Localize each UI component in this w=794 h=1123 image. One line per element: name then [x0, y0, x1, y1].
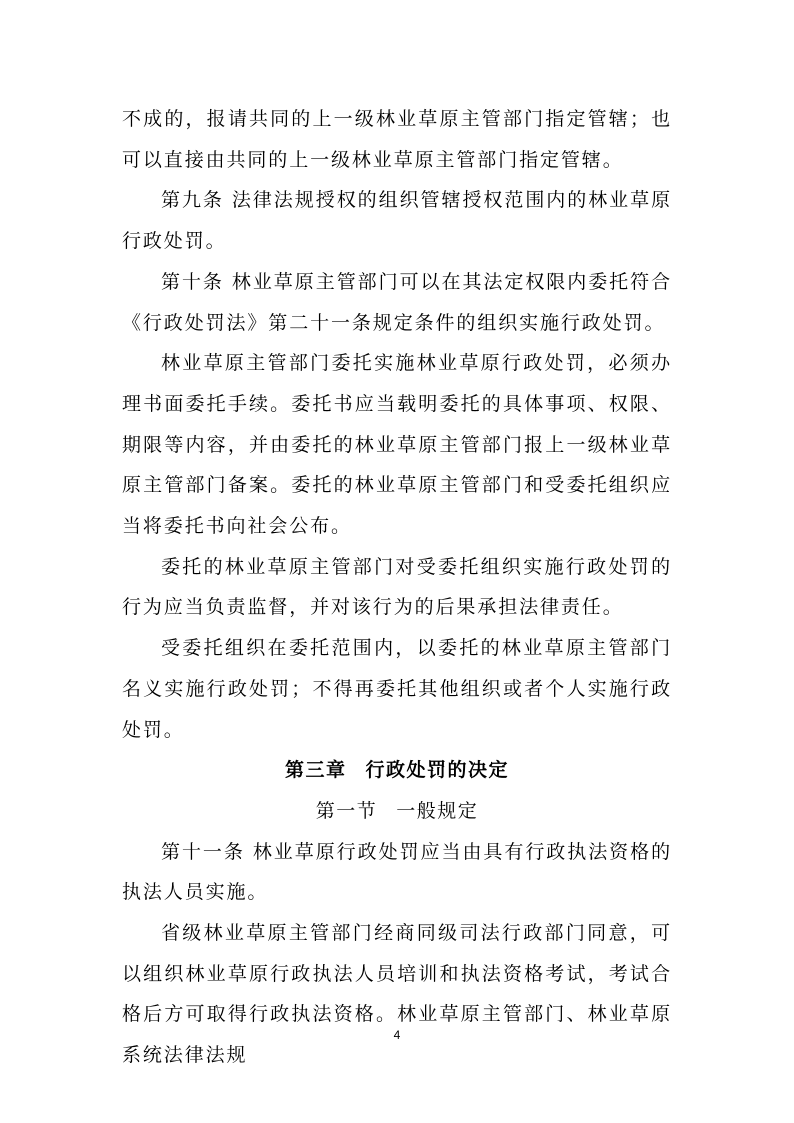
- section-title: 一般规定: [396, 799, 479, 822]
- chapter-heading: [122, 750, 672, 791]
- article-paragraph: [122, 262, 672, 343]
- paragraphs-before-chapter: [122, 99, 672, 750]
- chapter-number: 第三章: [284, 759, 347, 782]
- page-number: 4: [393, 1028, 401, 1042]
- article-number: 第十一条: [161, 840, 245, 863]
- article-number: 第九条: [161, 189, 224, 212]
- body-paragraph: [122, 547, 672, 628]
- body-paragraph: [122, 628, 672, 750]
- paragraph-text: 受委托组织在委托范围内，以委托的林业草原主管部门名义实施行政处罚；不得再委托其他组织或者个人实施行政处罚。: [122, 637, 672, 741]
- article-paragraph: [122, 180, 672, 261]
- section-heading: [122, 791, 672, 832]
- body-paragraph: [122, 99, 672, 180]
- article-number: 第十条: [161, 270, 224, 293]
- chapter-title: 行政处罚的决定: [365, 759, 510, 782]
- paragraph-text: 林业草原主管部门可以在其法定权限内委托符合《行政处罚法》第二十一条规定条件的组织实施行政处罚。: [122, 270, 673, 334]
- paragraph-text: 省级林业草原主管部门经商同级司法行政部门同意，可以组织林业草原行政执法人员培训和执法资格考试，考试合格后方可取得行政执法资格。林业草原主管部门、林业草原系统法律法规: [122, 922, 672, 1067]
- paragraph-text: 委托的林业草原主管部门对受委托组织实施行政处罚的行为应当负责监督，并对该行为的后果承担法律责任。: [122, 555, 672, 619]
- paragraph-text: 林业草原行政处罚应当由具有行政执法资格的执法人员实施。: [122, 840, 672, 904]
- article-paragraph: [122, 832, 672, 913]
- paragraph-text: 法律法规授权的组织管辖授权范围内的林业草原行政处罚。: [122, 189, 673, 253]
- body-paragraph: [122, 343, 672, 547]
- paragraph-text: 不成的，报请共同的上一级林业草原主管部门指定管辖；也可以直接由共同的上一级林业草原主管部门指定管辖。: [122, 108, 672, 171]
- section-number: 第一节: [315, 799, 378, 822]
- document-body: [122, 99, 672, 1076]
- body-paragraph: [122, 913, 672, 1076]
- paragraph-text: 林业草原主管部门委托实施林业草原行政处罚，必须办理书面委托手续。委托书应当载明委托的具体事项、权限、期限等内容，并由委托的林业草原主管部门报上一级林业草原主管部门备案。委托的林业草原主管部门和受委托组织应当将委托书向社会公布。: [122, 352, 672, 538]
